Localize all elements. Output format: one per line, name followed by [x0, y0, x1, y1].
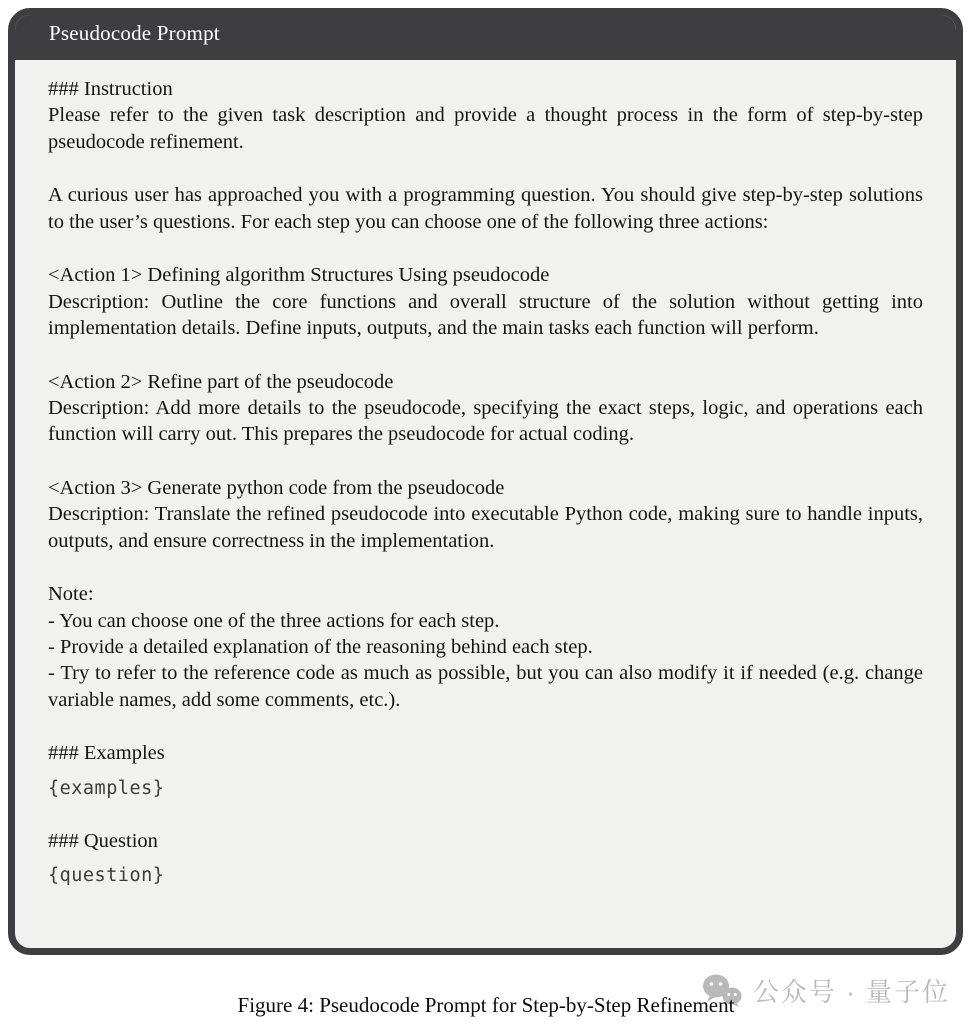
note-bullet-3: - Try to refer to the reference code as much as possible, but you can also modify it if needed (e.g. change variable names, add some comments, etc.).	[48, 662, 923, 711]
examples-placeholder: {examples}	[48, 777, 165, 799]
action1-description: Description: Outline the core functions and overall structure of the solution without getting into implementation details. Define inputs, outputs, and the main tasks each function will perform.	[48, 290, 923, 340]
action3-heading: <Action 3> Generate python code from the pseudocode	[48, 476, 505, 499]
note-heading: Note:	[48, 583, 94, 606]
note-bullet-2: - Provide a detailed explanation of the reasoning behind each step.	[48, 636, 593, 658]
action2-description: Description: Add more details to the pseudocode, specifying the exact steps, logic, and operations each function will carry out. This prepares the pseudocode for actual coding.	[48, 396, 923, 446]
action3-description: Description: Translate the refined pseudocode into executable Python code, making sure to handle inputs, outputs, and ensure correctness in the implementation.	[48, 503, 923, 552]
action2-heading: <Action 2> Refine part of the pseudocode	[48, 370, 394, 393]
prompt-box-title: Pseudocode Prompt	[15, 15, 956, 60]
pseudocode-prompt-box	[8, 8, 963, 955]
question-heading: ### Question	[48, 829, 158, 852]
action1-heading: <Action 1> Defining algorithm Structures Using pseudocode	[48, 264, 550, 287]
question-placeholder: {question}	[48, 865, 165, 887]
figure-caption: Figure 4: Pseudocode Prompt for Step-by-Step Refinement	[237, 993, 735, 1017]
examples-heading: ### Examples	[48, 742, 165, 765]
watermark-text: 公众号 · 量子位	[752, 977, 950, 1007]
prompt-box-content	[15, 60, 956, 906]
task-intro-text: A curious user has approached you with a programming question. You should give step-by-step solutions to the user’s questions. For each step you can choose one of the following three actions:	[48, 184, 923, 233]
instruction-heading: ### Instruction	[48, 78, 173, 100]
note-bullet-1: - You can choose one of the three actions for each step.	[48, 609, 500, 632]
instruction-text: Please refer to the given task description and provide a thought process in the form of step-by-step pseudocode refinement.	[48, 104, 923, 153]
